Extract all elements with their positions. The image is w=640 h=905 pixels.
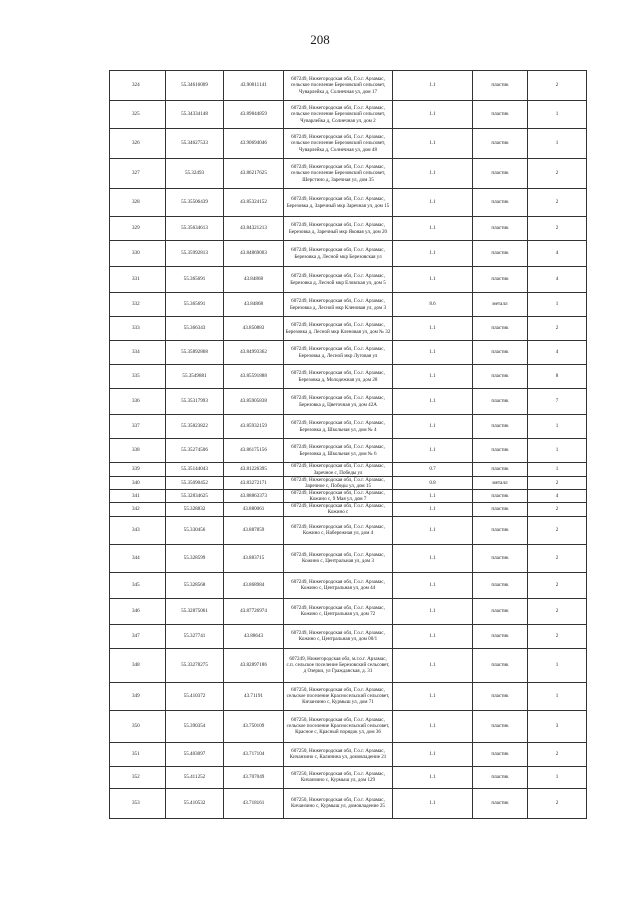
material-cell: пластик bbox=[473, 710, 528, 742]
latitude-cell: 55.35274506 bbox=[166, 439, 224, 463]
volume-cell: 1.1 bbox=[393, 439, 473, 463]
material-cell: пластик bbox=[473, 766, 528, 788]
latitude-cell: 55.365691 bbox=[166, 267, 224, 293]
table-row bbox=[110, 766, 587, 788]
latitude-cell: 55.35634613 bbox=[166, 217, 224, 241]
table-row bbox=[110, 742, 587, 766]
row-number: 350 bbox=[110, 710, 166, 742]
table-row bbox=[110, 598, 587, 624]
longitude-cell: 43.86175156 bbox=[224, 439, 284, 463]
table-row bbox=[110, 682, 587, 710]
count-cell: 1 bbox=[528, 766, 587, 788]
count-cell: 2 bbox=[528, 217, 587, 241]
latitude-cell: 55.328599 bbox=[166, 544, 224, 572]
latitude-cell: 55.32875061 bbox=[166, 598, 224, 624]
material-cell: пластик bbox=[473, 503, 528, 516]
volume-cell: 1.1 bbox=[393, 503, 473, 516]
longitude-cell: 43.71191 bbox=[224, 682, 284, 710]
table-row bbox=[110, 415, 587, 439]
row-number: 335 bbox=[110, 365, 166, 389]
material-cell: пластик bbox=[473, 742, 528, 766]
count-cell: 4 bbox=[528, 267, 587, 293]
longitude-cell: 43.887859 bbox=[224, 516, 284, 544]
table-row bbox=[110, 71, 587, 101]
address-cell: 607249, Нижегородская обл, Г.о.г. Арзамас, Березовка д, Лесной мкр Березовская ул bbox=[284, 241, 393, 267]
longitude-cell: 43.84868 bbox=[224, 267, 284, 293]
address-cell: 607249, Нижегородская обл, Г.о.г. Арзамас, Березовка д, Школьная ул, дом № 4 bbox=[284, 415, 393, 439]
table-row bbox=[110, 101, 587, 129]
address-cell: 607250, Нижегородская обл, Г.о.г. Арзамас, Кичанзино с, Курмыш ул, домовладение 25 bbox=[284, 788, 393, 818]
volume-cell: 1.1 bbox=[393, 267, 473, 293]
row-number: 342 bbox=[110, 503, 166, 516]
table-row bbox=[110, 516, 587, 544]
material-cell: пластик bbox=[473, 71, 528, 101]
material-cell: пластик bbox=[473, 682, 528, 710]
table-row bbox=[110, 477, 587, 490]
material-cell: пластик bbox=[473, 788, 528, 818]
volume-cell: 1.1 bbox=[393, 317, 473, 341]
address-cell: 607249, Нижегородская обл, Г.о.г. Арзамас, Березовка д, Молодежная ул, дом 28 bbox=[284, 365, 393, 389]
volume-cell: 1.1 bbox=[393, 516, 473, 544]
volume-cell: 1.1 bbox=[393, 189, 473, 217]
row-number: 348 bbox=[110, 648, 166, 682]
latitude-cell: 55.33278275 bbox=[166, 648, 224, 682]
address-cell: 607249, Нижегородская обл, Г.о.г. Арзамас, Березовка д, Лесной мкр Еловская ул, дом 5 bbox=[284, 267, 393, 293]
address-cell: 607249, Нижегородская обл, Г.о.г. Арзамас, сельское поселение Березовский сельсовет, Чуварлейка д, Солнечная ул, дом 2 bbox=[284, 101, 393, 129]
volume-cell: 1.1 bbox=[393, 365, 473, 389]
longitude-cell: 43.81226395 bbox=[224, 463, 284, 477]
address-cell: 607250, Нижегородская обл, Г.о.г. Арзамас, Кичанзино с, Калинина ул, домовладение 21 bbox=[284, 742, 393, 766]
count-cell: 2 bbox=[528, 624, 587, 648]
count-cell: 8 bbox=[528, 365, 587, 389]
row-number: 343 bbox=[110, 516, 166, 544]
longitude-cell: 43.84868 bbox=[224, 293, 284, 317]
volume-cell: 0.7 bbox=[393, 463, 473, 477]
longitude-cell: 43.868984 bbox=[224, 572, 284, 598]
table-row bbox=[110, 788, 587, 818]
volume-cell: 0.8 bbox=[393, 477, 473, 490]
row-number: 352 bbox=[110, 766, 166, 788]
table-row bbox=[110, 317, 587, 341]
longitude-cell: 43.750109 bbox=[224, 710, 284, 742]
longitude-cell: 43.90694046 bbox=[224, 129, 284, 159]
material-cell: пластик bbox=[473, 241, 528, 267]
material-cell: пластик bbox=[473, 439, 528, 463]
count-cell: 2 bbox=[528, 516, 587, 544]
material-cell: пластик bbox=[473, 572, 528, 598]
count-cell: 1 bbox=[528, 129, 587, 159]
row-number: 336 bbox=[110, 389, 166, 415]
count-cell: 2 bbox=[528, 544, 587, 572]
count-cell: 1 bbox=[528, 293, 587, 317]
address-cell: 607249, Нижегородская обл, Г.о.г. Арзамас, Березовка д, Цветочная ул, дом 42А bbox=[284, 389, 393, 415]
count-cell: 1 bbox=[528, 648, 587, 682]
volume-cell: 1.1 bbox=[393, 624, 473, 648]
volume-cell: 1.1 bbox=[393, 766, 473, 788]
register-table bbox=[109, 70, 587, 819]
address-cell: 607249, Нижегородская обл, Г.о.г. Арзамас, сельское поселение Березовский сельсовет, Чуварлейка д, Солнечная ул, дом 17 bbox=[284, 71, 393, 101]
longitude-cell: 43.87726974 bbox=[224, 598, 284, 624]
latitude-cell: 55.330456 bbox=[166, 516, 224, 544]
table-row bbox=[110, 365, 587, 389]
row-number: 340 bbox=[110, 477, 166, 490]
longitude-cell: 43.82897186 bbox=[224, 648, 284, 682]
row-number: 334 bbox=[110, 341, 166, 365]
row-number: 324 bbox=[110, 71, 166, 101]
count-cell: 4 bbox=[528, 490, 587, 503]
table-row bbox=[110, 159, 587, 189]
longitude-cell: 43.84869003 bbox=[224, 241, 284, 267]
latitude-cell: 55.328568 bbox=[166, 572, 224, 598]
count-cell: 2 bbox=[528, 189, 587, 217]
row-number: 337 bbox=[110, 415, 166, 439]
latitude-cell: 55.35090452 bbox=[166, 477, 224, 490]
latitude-cell: 55.3549881 bbox=[166, 365, 224, 389]
row-number: 349 bbox=[110, 682, 166, 710]
address-cell: 607249, Нижегородская обл, Г.о.г. Арзамас, сельское поселение Березовский сельсовет, Шерстино д, Заречная ул, дом 35 bbox=[284, 159, 393, 189]
table-row bbox=[110, 490, 587, 503]
row-number: 341 bbox=[110, 490, 166, 503]
address-cell: 607249, Нижегородская обл, Г.о.г. Арзамас, Заречное с, Победы ул bbox=[284, 463, 393, 477]
row-number: 327 bbox=[110, 159, 166, 189]
address-cell: 607250, Нижегородская обл, Г.о.г. Арзамас, Кичанзино с, Курмыш ул, дом 129 bbox=[284, 766, 393, 788]
latitude-cell: 55.35506439 bbox=[166, 189, 224, 217]
volume-cell: 1.1 bbox=[393, 241, 473, 267]
material-cell: пластик bbox=[473, 648, 528, 682]
material-cell: пластик bbox=[473, 463, 528, 477]
table-row bbox=[110, 389, 587, 415]
longitude-cell: 43.85591888 bbox=[224, 365, 284, 389]
material-cell: пластик bbox=[473, 101, 528, 129]
row-number: 329 bbox=[110, 217, 166, 241]
material-cell: пластик bbox=[473, 217, 528, 241]
material-cell: пластик bbox=[473, 189, 528, 217]
count-cell: 1 bbox=[528, 439, 587, 463]
latitude-cell: 55.34627533 bbox=[166, 129, 224, 159]
row-number: 326 bbox=[110, 129, 166, 159]
material-cell: пластик bbox=[473, 341, 528, 365]
row-number: 333 bbox=[110, 317, 166, 341]
latitude-cell: 55.34334148 bbox=[166, 101, 224, 129]
count-cell: 4 bbox=[528, 241, 587, 267]
longitude-cell: 43.85932159 bbox=[224, 415, 284, 439]
latitude-cell: 55.411252 bbox=[166, 766, 224, 788]
address-cell: 607249, Нижегородская обл, Г.о.г. Арзамас, Заречное с, Победы ул, дом 15 bbox=[284, 477, 393, 490]
address-cell: 607249, Нижегородская обл, Г.о.г. Арзамас, Кожино с, Центральная ул, дом 72 bbox=[284, 598, 393, 624]
latitude-cell: 55.35892868 bbox=[166, 341, 224, 365]
volume-cell: 1.1 bbox=[393, 159, 473, 189]
longitude-cell: 43.717104 bbox=[224, 742, 284, 766]
row-number: 353 bbox=[110, 788, 166, 818]
address-cell: 607249, Нижегородская обл, Г.о.г. Арзамас, Березовка д, Лесной мкр Кленовая ул, дом 3 bbox=[284, 293, 393, 317]
row-number: 339 bbox=[110, 463, 166, 477]
latitude-cell: 55.35144043 bbox=[166, 463, 224, 477]
row-number: 351 bbox=[110, 742, 166, 766]
count-cell: 2 bbox=[528, 477, 587, 490]
material-cell: пластик bbox=[473, 624, 528, 648]
longitude-cell: 43.883715 bbox=[224, 544, 284, 572]
address-cell: 607249, Нижегородская обл, Г.о.г. Арзамас, Березовка д, Лесной мкр Луговая ул bbox=[284, 341, 393, 365]
row-number: 345 bbox=[110, 572, 166, 598]
latitude-cell: 55.366343 bbox=[166, 317, 224, 341]
volume-cell: 1.1 bbox=[393, 682, 473, 710]
latitude-cell: 55.410532 bbox=[166, 788, 224, 818]
volume-cell: 1.1 bbox=[393, 129, 473, 159]
table-row bbox=[110, 341, 587, 365]
longitude-cell: 43.880061 bbox=[224, 503, 284, 516]
count-cell: 2 bbox=[528, 159, 587, 189]
latitude-cell: 55.328832 bbox=[166, 503, 224, 516]
material-cell: пластик bbox=[473, 490, 528, 503]
address-cell: 607249, Нижегородская обл, Г.о.г. Арзамас, Кожино с, Центральная ул, дом 44 bbox=[284, 572, 393, 598]
address-cell: 607249, Нижегородская обл, Г.о.г. Арзамас, Кожино с, 9 Мая ул, дом 7 bbox=[284, 490, 393, 503]
longitude-cell: 43.88643 bbox=[224, 624, 284, 648]
address-cell: 607249, Нижегородская обл, Г.о.г. Арзамас, Березовка д, Заречный мкр Яковая ул, дом 20 bbox=[284, 217, 393, 241]
table-row bbox=[110, 463, 587, 477]
volume-cell: 1.1 bbox=[393, 544, 473, 572]
material-cell: пластик bbox=[473, 365, 528, 389]
row-number: 331 bbox=[110, 267, 166, 293]
material-cell: пластик bbox=[473, 544, 528, 572]
material-cell: пластик bbox=[473, 159, 528, 189]
address-cell: 607249, Нижегородская обл, м.г.о.г. Арзамас, с.п. сельское поселение Березовский сельсовет, д Озерки, ул Гражданская, д. 31 bbox=[284, 648, 393, 682]
row-number: 347 bbox=[110, 624, 166, 648]
row-number: 338 bbox=[110, 439, 166, 463]
count-cell: 3 bbox=[528, 710, 587, 742]
table-row bbox=[110, 648, 587, 682]
count-cell: 4 bbox=[528, 341, 587, 365]
count-cell: 1 bbox=[528, 682, 587, 710]
longitude-cell: 43.85905838 bbox=[224, 389, 284, 415]
longitude-cell: 43.90011141 bbox=[224, 71, 284, 101]
count-cell: 2 bbox=[528, 598, 587, 624]
count-cell: 2 bbox=[528, 503, 587, 516]
count-cell: 1 bbox=[528, 463, 587, 477]
row-number: 344 bbox=[110, 544, 166, 572]
volume-cell: 1.1 bbox=[393, 101, 473, 129]
count-cell: 7 bbox=[528, 389, 587, 415]
latitude-cell: 55.35317993 bbox=[166, 389, 224, 415]
latitude-cell: 55.35992813 bbox=[166, 241, 224, 267]
table-row bbox=[110, 624, 587, 648]
count-cell: 1 bbox=[528, 415, 587, 439]
table-row bbox=[110, 267, 587, 293]
latitude-cell: 55.34616009 bbox=[166, 71, 224, 101]
volume-cell: 1.1 bbox=[393, 389, 473, 415]
address-cell: 607250, Нижегородская обл, Г.о.г. Арзамас, сельское поселение Красносельский сельсовет, Красное с, Красный порядок ул, дом 36 bbox=[284, 710, 393, 742]
address-cell: 607249, Нижегородская обл, Г.о.г. Арзамас, сельское поселение Березовский сельсовет, Чуварлейка д, Солнечная ул, дом 48 bbox=[284, 129, 393, 159]
address-cell: 607249, Нижегородская обл, Г.о.г. Арзамас, Березовка д, Лесной мкр Кленовая ул, дом № 32 bbox=[284, 317, 393, 341]
volume-cell: 8.6 bbox=[393, 293, 473, 317]
longitude-cell: 43.88863373 bbox=[224, 490, 284, 503]
count-cell: 2 bbox=[528, 71, 587, 101]
address-cell: 607249, Нижегородская обл, Г.о.г. Арзамас, Кожино с, Набережная ул, дом 4 bbox=[284, 516, 393, 544]
page-number: 208 bbox=[310, 32, 330, 47]
table-row bbox=[110, 710, 587, 742]
table-row bbox=[110, 439, 587, 463]
count-cell: 2 bbox=[528, 317, 587, 341]
material-cell: металл bbox=[473, 477, 528, 490]
latitude-cell: 55.32834625 bbox=[166, 490, 224, 503]
material-cell: металл bbox=[473, 293, 528, 317]
table-row bbox=[110, 293, 587, 317]
table-row bbox=[110, 503, 587, 516]
row-number: 332 bbox=[110, 293, 166, 317]
latitude-cell: 55.32493 bbox=[166, 159, 224, 189]
material-cell: пластик bbox=[473, 516, 528, 544]
longitude-cell: 43.850883 bbox=[224, 317, 284, 341]
row-number: 325 bbox=[110, 101, 166, 129]
address-cell: 607249, Нижегородская обл, Г.о.г. Арзамас, Кожино с, Центральная ул, дом 3 bbox=[284, 544, 393, 572]
table-row bbox=[110, 572, 587, 598]
volume-cell: 1.1 bbox=[393, 415, 473, 439]
volume-cell: 1.1 bbox=[393, 217, 473, 241]
latitude-cell: 55.35823822 bbox=[166, 415, 224, 439]
longitude-cell: 43.718161 bbox=[224, 788, 284, 818]
volume-cell: 1.1 bbox=[393, 71, 473, 101]
volume-cell: 1.1 bbox=[393, 598, 473, 624]
latitude-cell: 55.327741 bbox=[166, 624, 224, 648]
material-cell: пластик bbox=[473, 598, 528, 624]
longitude-cell: 43.84321213 bbox=[224, 217, 284, 241]
latitude-cell: 55.410372 bbox=[166, 682, 224, 710]
row-number: 328 bbox=[110, 189, 166, 217]
longitude-cell: 43.86217625 bbox=[224, 159, 284, 189]
address-cell: 607250, Нижегородская обл, Г.о.г. Арзамас, сельское поселение Красносельский сельсовет, Кичанзино с, Курмыш ул, дом 71 bbox=[284, 682, 393, 710]
material-cell: пластик bbox=[473, 415, 528, 439]
longitude-cell: 43.89844859 bbox=[224, 101, 284, 129]
count-cell: 2 bbox=[528, 572, 587, 598]
address-cell: 607249, Нижегородская обл, Г.о.г. Арзамас, Березовка д, Школьная ул, дом № 6 bbox=[284, 439, 393, 463]
address-cell: 607249, Нижегородская обл, Г.о.г. Арзамас, Березовка д, Заречный мкр Заречная ул, дом 15 bbox=[284, 189, 393, 217]
latitude-cell: 55.390354 bbox=[166, 710, 224, 742]
row-number: 346 bbox=[110, 598, 166, 624]
table-row bbox=[110, 189, 587, 217]
table-row bbox=[110, 129, 587, 159]
row-number: 330 bbox=[110, 241, 166, 267]
volume-cell: 1.1 bbox=[393, 572, 473, 598]
count-cell: 1 bbox=[528, 101, 587, 129]
volume-cell: 1.1 bbox=[393, 710, 473, 742]
material-cell: пластик bbox=[473, 317, 528, 341]
volume-cell: 1.1 bbox=[393, 341, 473, 365]
volume-cell: 1.1 bbox=[393, 742, 473, 766]
material-cell: пластик bbox=[473, 267, 528, 293]
address-cell: 607249, Нижегородская обл, Г.о.г. Арзамас, Кожино с, Центральная ул, дом 00/1 bbox=[284, 624, 393, 648]
address-cell: 607249, Нижегородская обл, Г.о.г. Арзамас, Кожино с bbox=[284, 503, 393, 516]
table-row bbox=[110, 544, 587, 572]
latitude-cell: 55.403097 bbox=[166, 742, 224, 766]
count-cell: 2 bbox=[528, 788, 587, 818]
longitude-cell: 43.83272171 bbox=[224, 477, 284, 490]
latitude-cell: 55.365691 bbox=[166, 293, 224, 317]
longitude-cell: 43.707049 bbox=[224, 766, 284, 788]
longitude-cell: 43.85324152 bbox=[224, 189, 284, 217]
volume-cell: 1.1 bbox=[393, 788, 473, 818]
material-cell: пластик bbox=[473, 389, 528, 415]
table-row bbox=[110, 241, 587, 267]
material-cell: пластик bbox=[473, 129, 528, 159]
table-row bbox=[110, 217, 587, 241]
volume-cell: 1.1 bbox=[393, 648, 473, 682]
volume-cell: 1.1 bbox=[393, 490, 473, 503]
count-cell: 2 bbox=[528, 742, 587, 766]
longitude-cell: 43.84993362 bbox=[224, 341, 284, 365]
